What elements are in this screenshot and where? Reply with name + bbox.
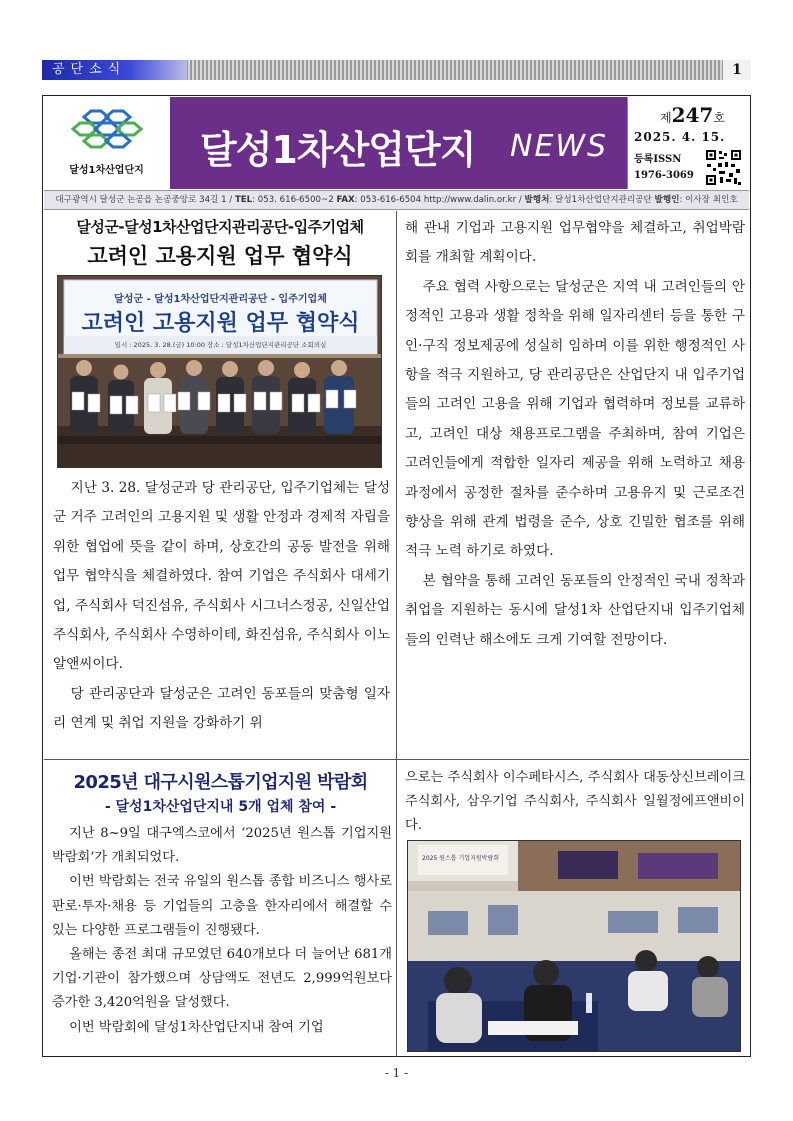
paragraph: 해 관내 기업과 고용지원 업무협약을 체결하고, 취업박람회를 개최할 계획이다. <box>405 220 745 266</box>
article1-photo <box>57 275 382 468</box>
issue-info <box>627 97 749 189</box>
paragraph: 지난 8~9일 대구엑스코에서 ‘2025년 원스톱 기업지원박람회’가 개최되었다. <box>52 826 392 866</box>
masthead-title-band <box>170 97 627 189</box>
paragraph: 지난 3. 28. 달성군과 당 관리공단, 입주기업체는 달성군 거주 고려인의 고용지원 및 생활 안정과 경제적 자립을 위한 협업에 뜻을 같이 하며, 상호간의 공동 발전을 위해 업무 협약식을 체결하였다. 참여 기업은 주식회사 대세기업, 주식회사 덕진섬유, 주식회사 시그너스정공, 신일산업 주식회사, 주식회사 수영하이테, 화진섬유, 주식회사 이노알앤씨이다. <box>53 480 390 673</box>
news-label: NEWS <box>510 129 609 164</box>
photo1-banner-title: 고려인 고용지원 업무 협약식 <box>81 311 360 336</box>
article2-subheadline: - 달성1차산업단지내 5개 업체 참여 - <box>104 799 337 815</box>
paragraph: 올해는 종전 최대 규모였던 640개보다 더 늘어난 681개 기업·기관이 참가했으며 상담액도 전년도 2,999억원보다 증가한 3,420억원을 달성했다. <box>52 947 392 1011</box>
section-label: 공단소식 <box>42 60 187 80</box>
article1-column1 <box>53 474 390 739</box>
paragraph: 이번 박람회는 전국 유일의 원스톱 종합 비즈니스 행사로 판로·투자·채용 등 기업들의 고충을 한자리에서 해결할 수 있는 다양한 프로그램들이 진행됐다. <box>52 874 392 938</box>
page-number: 1 <box>723 60 751 80</box>
qr-code-icon[interactable] <box>705 149 742 186</box>
paragraph: 당 관리공단과 달성군은 고려인 동포들의 맞춤형 일자리 연계 및 취업 지원을 강화하기 위 <box>53 685 390 732</box>
issue-number: 제247호 <box>660 103 725 127</box>
paragraph: 본 협약을 통해 고려인 동포들의 안정적인 국내 정착과 취업을 지원하는 동시에 달성1차 산업단지내 입주기업체들의 인력난 해소에도 크게 기여할 전망이다. <box>405 572 745 648</box>
column-divider <box>396 211 397 759</box>
article2-headline: 2025년 대구시원스톱기업지원 박람회 <box>73 772 368 793</box>
paragraph: 주요 협력 사항으로는 달성군은 지역 내 고려인들의 안정적인 고용과 생활 정착을 위해 일자리센터 등을 통한 구인·구직 정보제공에 성실히 임하며 이를 위한 행정적인 사항을 적극 지원하고, 당 관리공단은 산업단지 내 입주기업들의 고려인 고용을 위해 기업과 협력하며 정보를 교류하고, 고려인 대상 채용프로그램을 주최하며, 참여 기업은 고려인들에게 적합한 일자리 제공을 위해 노력하고 채용 과정에서 공정한 절차를 준수하며 고용유지 및 근로조건 향상을 위해 관계 법령을 준수, 상호 긴밀한 협조를 위해 적극 노력 하기로 하였다. <box>405 278 745 560</box>
column-divider <box>396 760 397 1057</box>
publisher-info-bar: 대구광역시 달성군 논공읍 논공중앙로 34길 1 / TEL: 053. 616-6500~2 FAX: 053-616-6504 http://www.dalin.or.kr / 발행처: 달성1차산업단지관리공단 발행인: 이사장 최인호 <box>44 190 749 210</box>
article1-kicker: 달성군-달성1차산업단지관리공단-입주기업체 <box>76 218 364 236</box>
article2-photo <box>407 840 741 1052</box>
photo1-banner-sub: 일시 : 2025. 3. 28.(금) 10:00 장소 : 달성1차산업단지관리공단 소회의실 <box>114 341 327 349</box>
article1-column2 <box>405 214 745 655</box>
article2-column2 <box>405 766 745 839</box>
photo2-banner: 2025 원스톱 기업지원박람회 <box>422 855 500 862</box>
page-footer: - 1 - <box>384 1066 409 1080</box>
registration-info: 등록ISSN 1976-3069 <box>634 154 694 181</box>
logo-text: 달성1차산업단지 <box>69 165 144 176</box>
photo1-banner-top: 달성군 - 달성1차산업단지관리공단 - 입주기업체 <box>114 294 327 305</box>
paragraph: 이번 박람회에 달성1차산업단지내 참여 기업 <box>69 1019 324 1035</box>
logo <box>44 97 169 189</box>
article1-headline: 고려인 고용지원 업무 협약식 <box>87 244 353 268</box>
paragraph: 으로는 주식회사 이수페타시스, 주식회사 대동상신브레이크 주식회사, 삼우기업 주식회사, 주식회사 일월정에프앤비이다. <box>405 770 745 834</box>
issue-date: 2025. 4. 15. <box>634 130 726 144</box>
newspaper-title: 달성1차산업단지 <box>200 128 476 172</box>
section-strip <box>42 60 751 80</box>
hexagon-logo-icon <box>44 97 169 161</box>
article2-column1 <box>52 822 392 1040</box>
